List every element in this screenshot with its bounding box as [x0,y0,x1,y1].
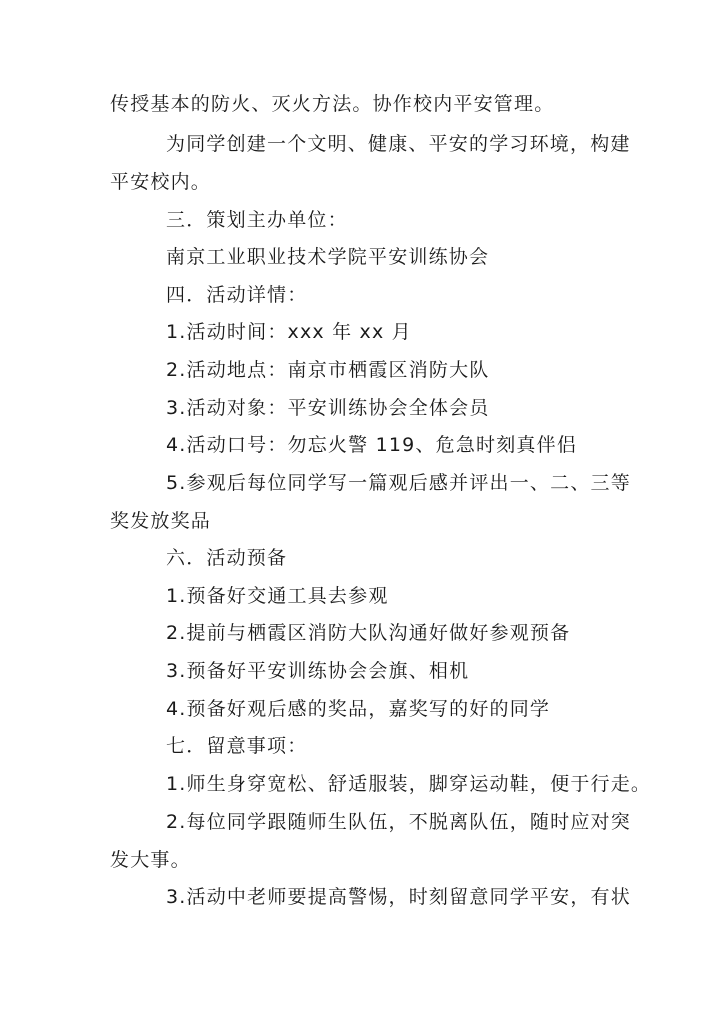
text-line: 为同学创建一个文明、健康、平安的学习环境，构建 [166,133,631,155]
text-line: 南京工业职业技术学院平安训练协会 [166,246,490,268]
list-item: 5.参观后每位同学写一篇观后感并评出一、二、三等 [166,472,631,494]
text-line: 发大事。 [110,849,191,871]
list-item: 4.预备好观后感的奖品，嘉奖写的好的同学 [166,698,551,720]
text-line: 奖发放奖品 [110,510,212,532]
section-heading: 四．活动详情： [166,284,308,306]
list-item: 3.预备好平安训练协会会旗、相机 [166,660,470,682]
list-item: 2.提前与栖霞区消防大队沟通好做好参观预备 [166,622,571,644]
list-item: 1.活动时间：xxx 年 xx 月 [166,321,412,343]
list-item: 1.预备好交通工具去参观 [166,585,389,607]
text-line: 平安校内。 [110,171,212,193]
section-heading: 六．活动预备 [166,547,288,569]
section-heading: 七．留意事项： [166,735,308,757]
list-item: 2.每位同学跟随师生队伍，不脱离队伍，随时应对突 [166,811,631,833]
section-heading: 三．策划主办单位： [166,209,348,231]
list-item: 1.师生身穿宽松、舒适服装，脚穿运动鞋，便于行走。 [166,773,652,795]
list-item: 2.活动地点：南京市栖霞区消防大队 [166,359,490,381]
list-item: 4.活动口号：勿忘火警 119、危急时刻真伴侣 [166,434,578,456]
list-item: 3.活动中老师要提高警惕，时刻留意同学平安，有状 [166,886,631,908]
list-item: 3.活动对象：平安训练协会全体会员 [166,397,490,419]
text-line: 传授基本的防火、灭火方法。协作校内平安管理。 [110,93,555,115]
